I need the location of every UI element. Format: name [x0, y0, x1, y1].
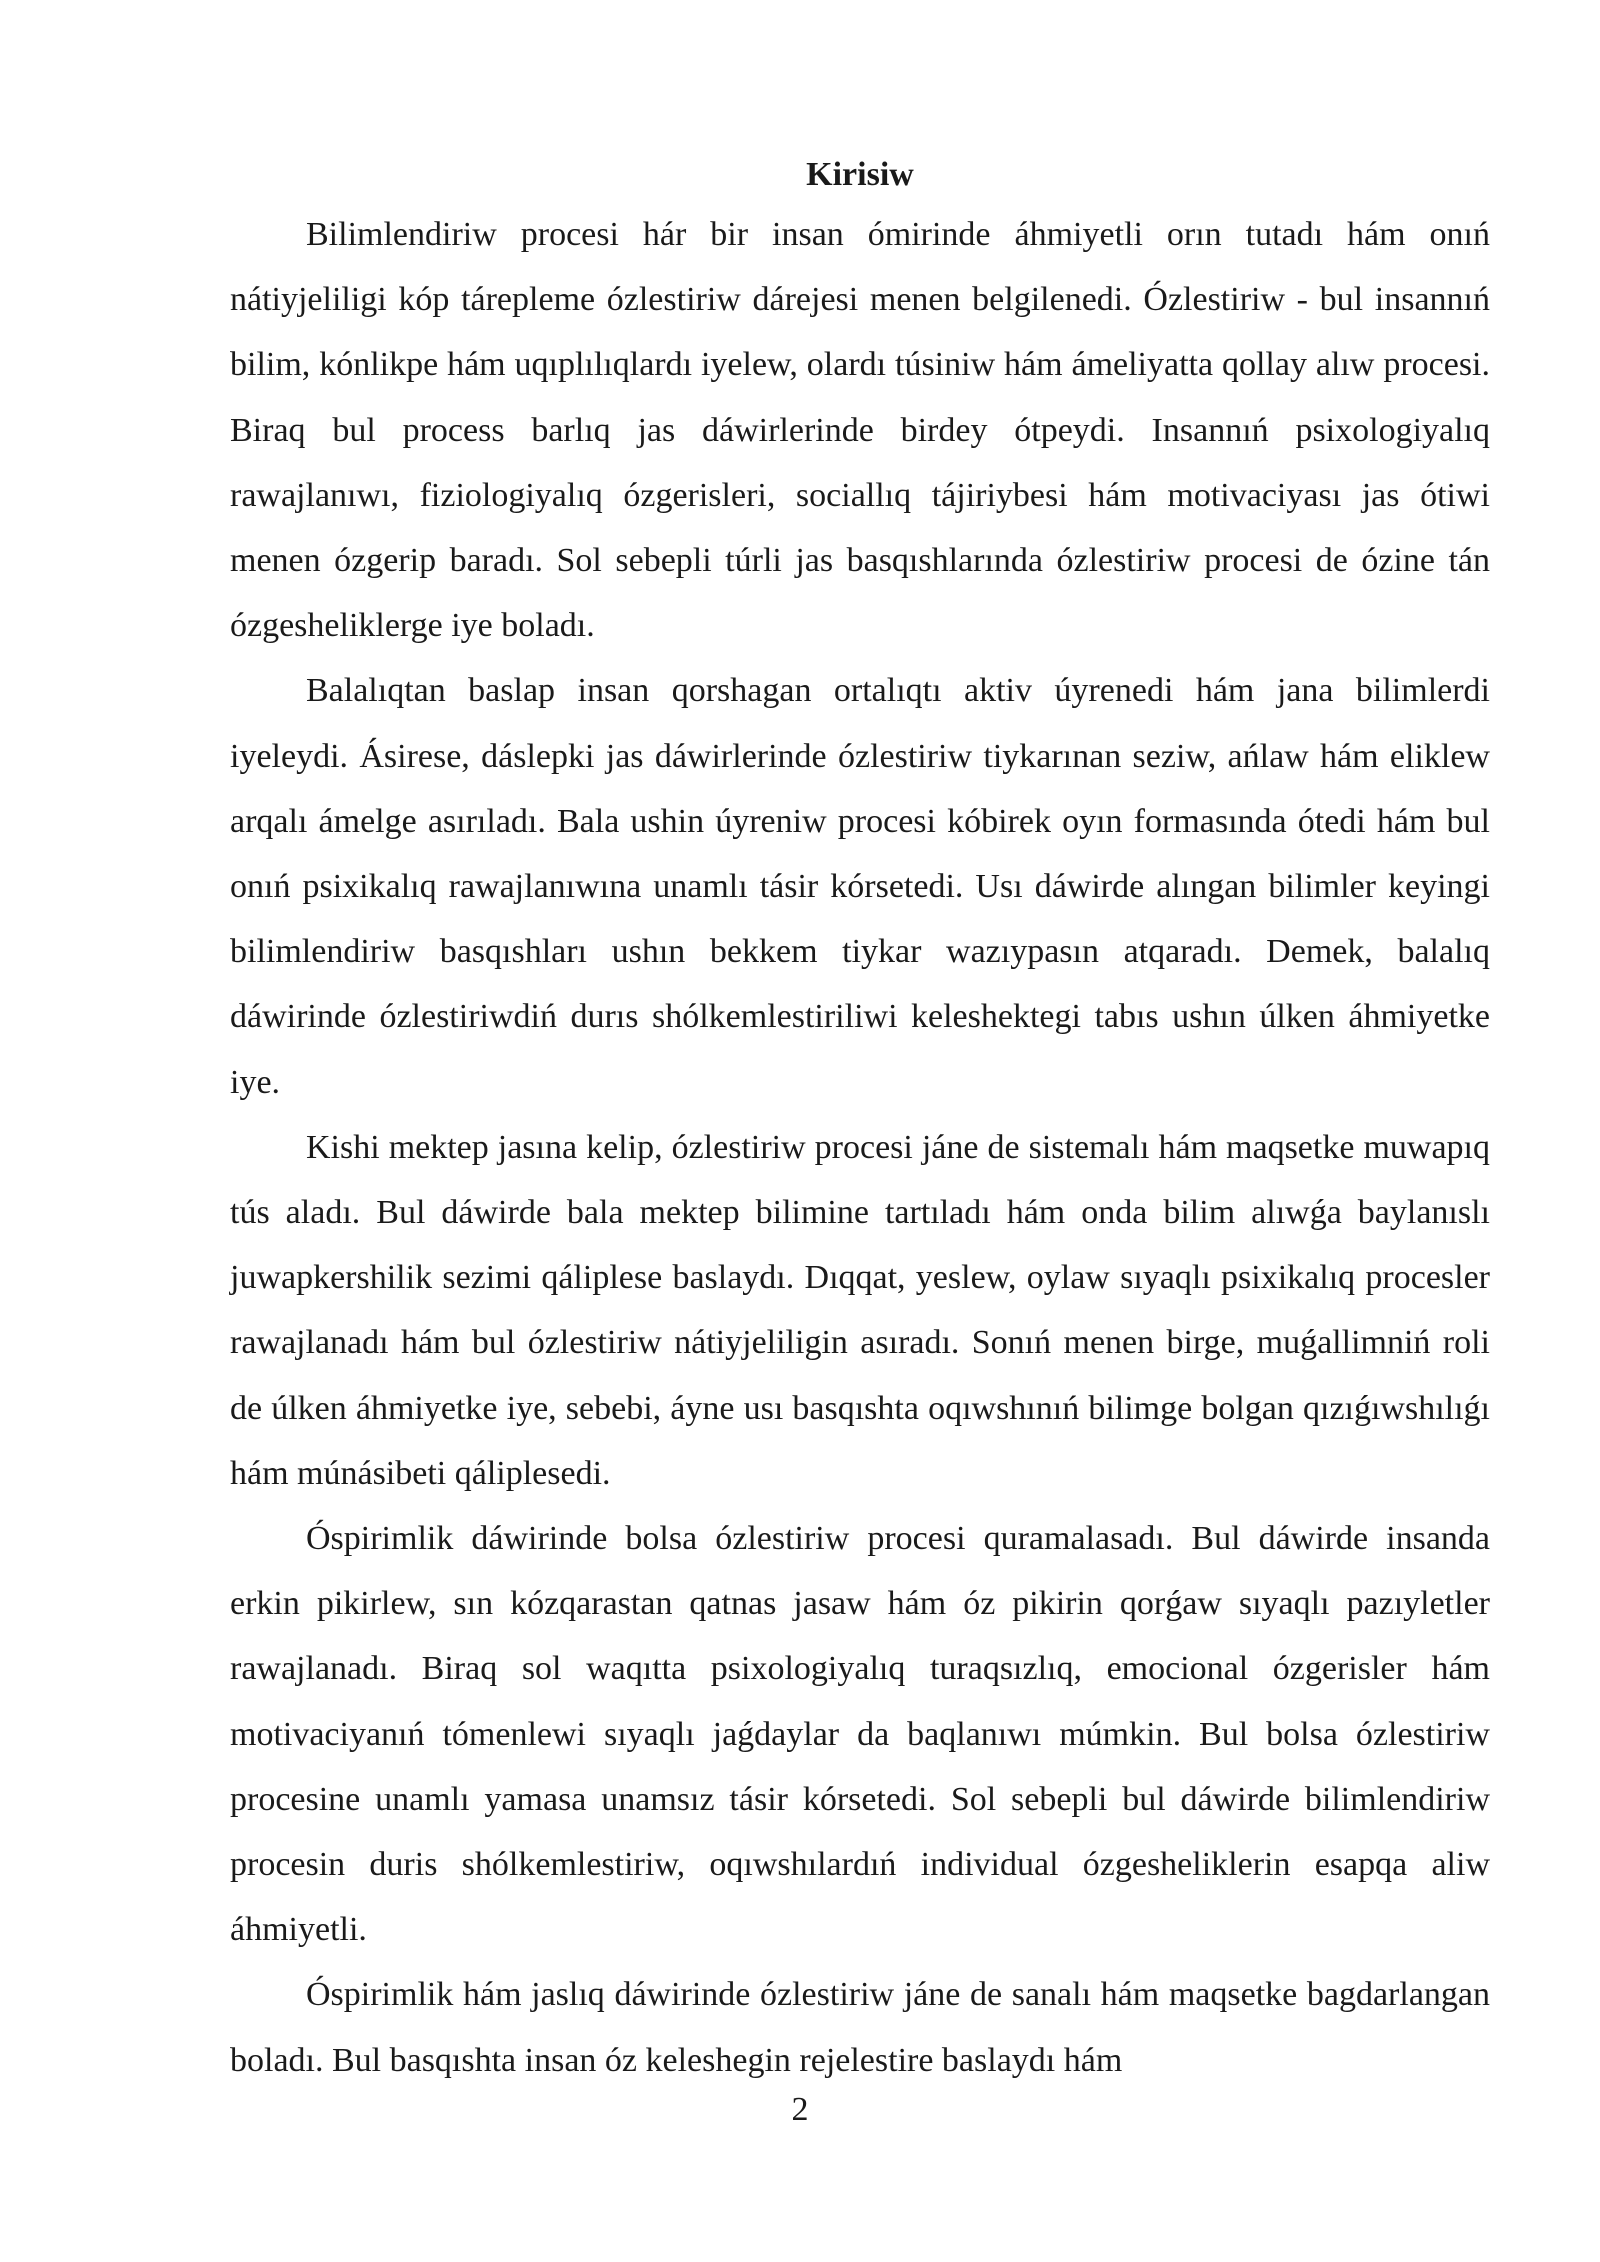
page-content [230, 150, 1490, 2093]
paragraph-2: Balalıqtan baslap insan qorshagan ortalıqtı aktiv úyrenedi hám jana bilimlerdi iyeleydi. Ásirese, dáslepki jas dáwirlerinde ózlestiriw tiykarınan seziw, ańlaw hám eliklew arqalı ámelge asırıladı. Bala ushin úyreniw procesi kóbirek oyın formasında ótedi hám bul onıń psixikalıq rawajlanıwına unamlı tásir kórsetedi. Usı dáwirde alıngan bilimler keyingi bilimlendiriw basqıshları ushın bekkem tiykar wazıypasın atqaradı. Demek, balalıq dáwirinde ózlestiriwdiń durıs shólkemlestiriliwi keleshektegi tabıs ushın úlken áhmiyetke iye. [230, 672, 1490, 1101]
paragraph-5: Óspirimlik hám jaslıq dáwirinde ózlestiriw jáne de sanalı hám maqsetke bagdarlangan boladı. Bul basqıshta insan óz keleshegin rejelestire baslaydı hám [230, 1976, 1490, 2079]
page-title: Kirisiw [806, 156, 914, 193]
paragraph-4: Óspirimlik dáwirinde bolsa ózlestiriw procesi quramalasadı. Bul dáwirde insanda erkin pikirlew, sın kózqarastan qatnas jasaw hám óz pikirin qorǵaw sıyaqlı pazıyletler rawajlanadı. Biraq sol waqıtta psixologiyalıq turaqsızlıq, emocional ózgerisler hám motivaciyanıń tómenlewi sıyaqlı jaǵdaylar da baqlanıwı múmkin. Bul bolsa ózlestiriw procesine unamlı yamasa unamsız tásir kórsetedi. Sol sebepli bul dáwirde bilimlendiriw procesin duris shólkemlestiriw, oqıwshılardıń individual ózgesheliklerin esapqa aliw áhmiyetli. [230, 1520, 1490, 1949]
paragraph-1: Bilimlendiriw procesi hár bir insan ómirinde áhmiyetli orın tutadı hám onıń nátiyjeliligi kóp tárepleme ózlestiriw dárejesi menen belgilenedi. Ózlestiriw - bul insannıń bilim, kónlikpe hám uqıplılıqlardı iyelew, olardı túsiniw hám ámeliyatta qollay alıw procesi. Biraq bul process barlıq jas dáwirlerinde birdey ótpeydi. Insannıń psixologiyalıq rawajlanıwı, fiziologiyalıq ózgerisleri, sociallıq tájiriybesi hám motivaciyası jas ótiwi menen ózgerip baradı. Sol sebepli túrli jas basqıshlarında ózlestiriw procesi de ózine tán ózgesheliklerge iye boladı. [230, 216, 1490, 645]
page-number: 2 [791, 2091, 809, 2128]
paragraph-3: Kishi mektep jasına kelip, ózlestiriw procesi jáne de sistemalı hám maqsetke muwapıq tús aladı. Bul dáwirde bala mektep bilimine tartıladı hám onda bilim alıwǵa baylanıslı juwapkershilik sezimi qáliplese baslaydı. Dıqqat, yeslew, oylaw sıyaqlı psixikalıq procesler rawajlanadı hám bul ózlestiriw nátiyjeliligin asıradı. Sonıń menen birge, muǵallimniń roli de úlken áhmiyetke iye, sebebi, áyne usı basqıshta oqıwshınıń bilimge bolgan qızıǵıwshılıǵı hám múnásibeti qáliplesedi. [230, 1128, 1490, 1492]
